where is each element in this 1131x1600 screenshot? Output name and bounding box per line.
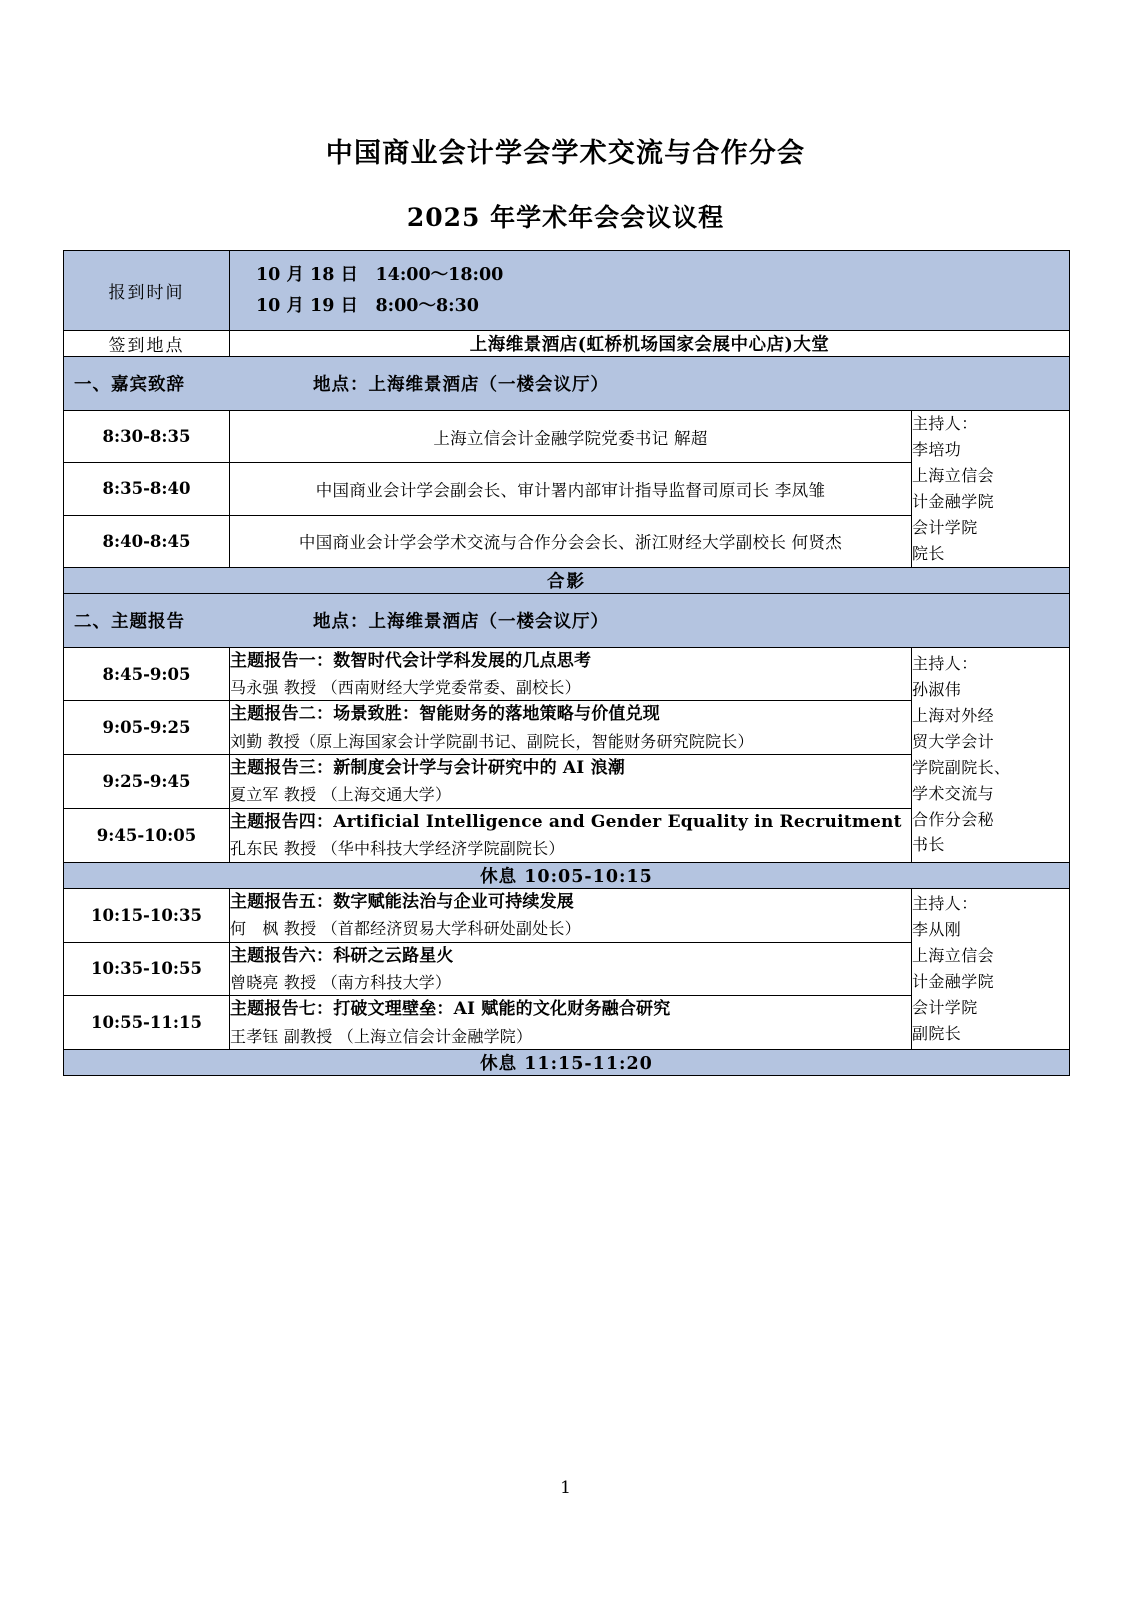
host-cell-section-one — [912, 411, 1070, 567]
host-line-7: 合作分会秘 — [912, 809, 995, 829]
host-line-1: 主持人： — [912, 654, 978, 674]
time-cell: 10:15-10:35 — [64, 888, 230, 942]
agenda-table — [63, 250, 1070, 1076]
talk-cell — [230, 701, 912, 755]
talk-speaker: 王孝钰 副教授 （上海立信会计金融学院） — [230, 1026, 533, 1046]
host-line-3: 上海对外经 — [912, 705, 995, 725]
host-line-5: 会计学院 — [912, 517, 978, 537]
talk-speaker: 曾晓亮 教授 （南方科技大学） — [230, 972, 452, 992]
host-line-6: 副院长 — [912, 1023, 962, 1043]
talk-title: 主题报告六：科研之云路星火 — [230, 945, 454, 966]
page-subtitle: 2025 年学术年会会议议程 — [406, 203, 725, 233]
talk-cell — [230, 809, 912, 863]
section-two-header-cell — [64, 593, 1070, 647]
talk-cell — [230, 996, 912, 1050]
registration-line-2: 10 月 19 日 8:00～8:30 — [256, 295, 479, 316]
registration-times-cell — [230, 251, 1070, 331]
time-cell: 8:40-8:45 — [64, 515, 230, 567]
signin-venue: 上海维景酒店(虹桥机场国家会展中心店)大堂 — [230, 331, 1070, 357]
host-line-5: 学院副院长、 — [912, 757, 1011, 777]
talk-title: 主题报告二：场景致胜：智能财务的落地策略与价值兑现 — [230, 704, 660, 725]
host-line-3: 上海立信会 — [912, 946, 995, 966]
time-cell: 9:25-9:45 — [64, 755, 230, 809]
table-row-break-one — [64, 862, 1070, 888]
break-one-label: 休息 10:05-10:15 — [64, 862, 1070, 888]
speech-cell: 中国商业会计学会学术交流与合作分会会长、浙江财经大学副校长 何贤杰 — [230, 515, 912, 567]
host-cell-section-three — [912, 888, 1070, 1049]
host-line-2: 李从刚 — [912, 920, 962, 940]
time-cell: 8:30-8:35 — [64, 411, 230, 463]
signin-label: 签到地点 — [64, 331, 230, 357]
section-two-venue: 地点：上海维景酒店（一楼会议厅） — [313, 611, 609, 632]
table-row-group-photo — [64, 567, 1070, 593]
speech-cell: 上海立信会计金融学院党委书记 解超 — [230, 411, 912, 463]
talk-cell — [230, 647, 912, 701]
talk-speaker: 何 枫 教授 （首都经济贸易大学科研处副处长） — [230, 919, 581, 938]
talk-speaker: 刘勤 教授（原上海国家会计学院副书记、副院长，智能财务研究院院长） — [230, 731, 754, 751]
host-line-5: 会计学院 — [912, 997, 978, 1017]
time-cell: 8:35-8:40 — [64, 463, 230, 515]
host-line-4: 计金融学院 — [912, 971, 995, 991]
table-row-section-two-header — [64, 593, 1070, 647]
host-line-3: 上海立信会 — [912, 466, 995, 486]
host-line-8: 书长 — [912, 835, 945, 855]
speech-cell: 中国商业会计学会副会长、审计署内部审计指导监督司原司长 李凤雏 — [230, 463, 912, 515]
table-row-break-two — [64, 1050, 1070, 1076]
section-one-venue: 地点：上海维景酒店（一楼会议厅） — [313, 375, 609, 396]
page-title: 中国商业会计学会学术交流与合作分会 — [325, 138, 806, 169]
talk-cell — [230, 888, 912, 942]
table-row — [64, 647, 1070, 701]
host-cell-section-two — [912, 647, 1070, 862]
time-cell: 9:45-10:05 — [64, 809, 230, 863]
host-line-6: 院长 — [912, 543, 945, 563]
talk-speaker: 马永强 教授 （西南财经大学党委常委、副校长） — [230, 677, 581, 697]
talk-speaker: 孔东民 教授 （华中科技大学经济学院副院长） — [230, 839, 565, 859]
talk-speaker: 夏立军 教授 （上海交通大学） — [230, 785, 452, 805]
group-photo-label: 合影 — [64, 567, 1070, 593]
section-two-title: 二、主题报告 — [74, 611, 185, 632]
time-cell: 8:45-9:05 — [64, 647, 230, 701]
document-title-block — [0, 0, 1131, 233]
talk-title: 主题报告四：Artificial Intelligence and Gender Equality in Recruitment — [230, 812, 902, 833]
host-line-4: 计金融学院 — [912, 491, 995, 511]
table-row — [64, 411, 1070, 463]
host-line-6: 学术交流与 — [912, 783, 995, 803]
talk-cell — [230, 942, 912, 996]
host-line-1: 主持人： — [912, 894, 978, 914]
time-cell: 10:35-10:55 — [64, 942, 230, 996]
talk-title: 主题报告一：数智时代会计学科发展的几点思考 — [230, 650, 592, 671]
page-number: 1 — [560, 1478, 571, 1498]
break-two-label: 休息 11:15-11:20 — [64, 1050, 1070, 1076]
section-one-title: 一、嘉宾致辞 — [74, 375, 185, 396]
table-row-section-one-header — [64, 357, 1070, 411]
host-line-2: 孙淑伟 — [912, 680, 962, 700]
talk-title: 主题报告五：数字赋能法治与企业可持续发展 — [230, 891, 574, 912]
host-line-1: 主持人： — [912, 414, 978, 434]
talk-title: 主题报告七：打破文理壁垒：AI 赋能的文化财务融合研究 — [230, 999, 671, 1020]
registration-label: 报到时间 — [64, 251, 230, 331]
talk-title: 主题报告三：新制度会计学与会计研究中的 AI 浪潮 — [230, 758, 625, 779]
talk-cell — [230, 755, 912, 809]
table-row — [64, 888, 1070, 942]
table-row-signin — [64, 331, 1070, 357]
section-one-header-cell — [64, 357, 1070, 411]
time-cell: 10:55-11:15 — [64, 996, 230, 1050]
host-line-4: 贸大学会计 — [912, 731, 995, 751]
host-line-2: 李培功 — [912, 440, 962, 460]
registration-line-1: 10 月 18 日 14:00～18:00 — [256, 265, 504, 285]
time-cell: 9:05-9:25 — [64, 701, 230, 755]
table-row-registration — [64, 251, 1070, 331]
